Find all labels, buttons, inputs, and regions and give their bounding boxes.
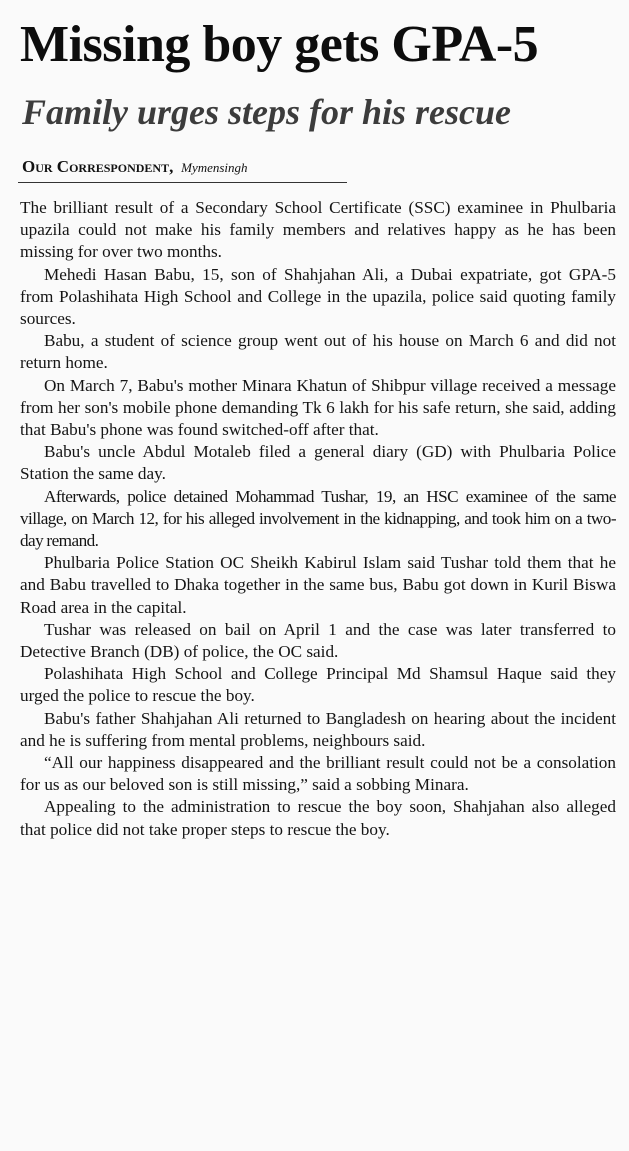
paragraph-11: “All our happiness disappeared and the brilliant result could not be a consolation for us as our beloved son is still missing,” said a sobbing Minara.: [20, 753, 616, 795]
paragraph-5: Babu's uncle Abdul Motaleb filed a general diary (GD) with Phulbaria Police Station the same day.: [20, 442, 616, 484]
paragraph-1: The brilliant result of a Secondary School Certificate (SSC) examinee in Phulbaria upazila could not make his family members and relatives happy as he has been missing for over two months.: [20, 198, 616, 262]
byline: [22, 156, 248, 179]
headline: Missing boy gets GPA-5: [20, 16, 539, 73]
paragraph-4: On March 7, Babu's mother Minara Khatun of Shibpur village received a message from her son's mobile phone demanding Tk 6 lakh for his safe return, she said, adding that Babu's phone was found switched-off after that.: [20, 375, 616, 440]
byline-location: Mymensingh: [181, 160, 248, 175]
byline-name: Our Correspondent,: [22, 157, 174, 176]
subheadline: Family urges steps for his rescue: [22, 92, 512, 132]
byline-divider: [18, 182, 347, 183]
paragraph-6: Afterwards, police detained Mohammad Tushar, 19, an HSC examinee of the same village, on March 12, for his alleged involvement in the kidnapping, and took him on a two-day remand.: [20, 486, 616, 551]
paragraph-10: Babu's father Shahjahan Ali returned to Bangladesh on hearing about the incident and he is suffering from mental problems, neighbours said.: [20, 708, 616, 750]
paragraph-8: Tushar was released on bail on April 1 and the case was later transferred to Detective Branch (DB) of police, the OC said.: [20, 619, 616, 662]
article-body: [20, 197, 616, 841]
paragraph-2: Mehedi Hasan Babu, 15, son of Shahjahan Ali, a Dubai expatriate, got GPA-5 from Polashihata High School and College in the upazila, police said quoting family sources.: [20, 264, 616, 329]
paragraph-3: Babu, a student of science group went out of his house on March 6 and did not return home.: [20, 331, 616, 373]
paragraph-9: Polashihata High School and College Principal Md Shamsul Haque said they urged the police to rescue the boy.: [20, 664, 616, 706]
paragraph-12: Appealing to the administration to rescue the boy soon, Shahjahan also alleged that police did not take proper steps to rescue the boy.: [20, 797, 616, 839]
paragraph-7: Phulbaria Police Station OC Sheikh Kabirul Islam said Tushar told them that he and Babu travelled to Dhaka together in the same bus, Babu got down in Kuril Biswa Road area in the capital.: [20, 553, 616, 617]
